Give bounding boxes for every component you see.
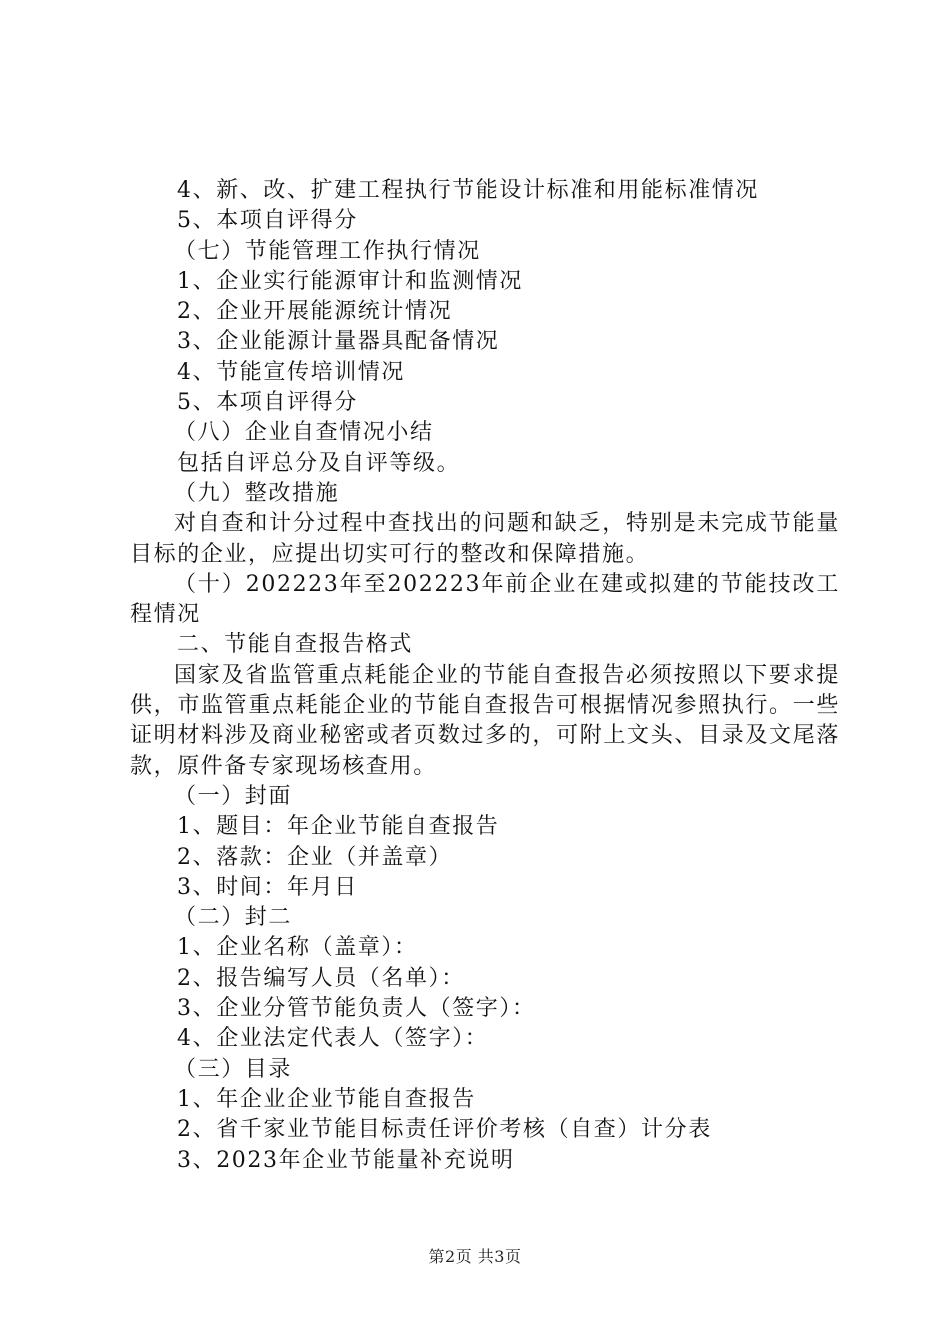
document-line: 1、企业名称（盖章）： <box>177 935 418 961</box>
document-line: 2、报告编写人员（名单）： <box>177 965 465 991</box>
section-lines-part1 <box>130 176 840 509</box>
document-line: 3、2023年企业节能量补充说明 <box>177 1147 515 1173</box>
paragraph-energy-projects: （十）202223年至202223年前企业在建或拟建的节能技改工程情况 <box>130 571 840 628</box>
page-footer: 第2页 共3页 <box>428 1247 522 1266</box>
document-line: 2、企业开展能源统计情况 <box>177 299 453 325</box>
document-line: 2、省千家业节能目标责任评价考核（自查）计分表 <box>177 1117 712 1143</box>
document-line: （七）节能管理工作执行情况 <box>174 238 481 264</box>
document-line: 5、本项自评得分 <box>177 208 358 234</box>
document-line: 包括自评总分及自评等级。 <box>177 450 461 476</box>
document-line: 4、企业法定代表人（签字）： <box>177 1026 489 1052</box>
document-line: 2、落款：企业（并盖章） <box>177 844 453 870</box>
paragraph-rectification: 对自查和计分过程中查找出的问题和缺乏，特别是未完成节能量目标的企业，应提出切实可行的整改和保障措施。 <box>130 511 840 567</box>
document-line: （二）封二 <box>174 905 293 931</box>
document-line: 5、本项自评得分 <box>177 390 358 416</box>
document-line: 4、节能宣传培训情况 <box>177 359 405 385</box>
document-line: 3、企业分管节能负责人（签字）： <box>177 996 536 1022</box>
paragraph-report-format: 国家及省监管重点耗能企业的节能自查报告必须按照以下要求提供，市监管重点耗能企业的节能自查报告可根据情况参照执行。一些证明材料涉及商业秘密或者页数过多的，可附上文头、目录及文尾落款，原件备专家现场核查用。 <box>130 662 840 779</box>
document-line: 1、企业实行能源审计和监测情况 <box>177 268 523 294</box>
document-line: 4、新、改、扩建工程执行节能设计标准和用能标准情况 <box>177 178 759 203</box>
document-line: （八）企业自查情况小结 <box>174 420 434 446</box>
document-line: （三）目录 <box>174 1056 293 1082</box>
document-line: 3、时间：年月日 <box>177 874 358 900</box>
document-line: 1、年企业企业节能自查报告 <box>177 1086 476 1112</box>
section-lines-part2 <box>130 782 840 1176</box>
document-line: 3、企业能源计量器具配备情况 <box>177 329 500 355</box>
heading-report-format: 二、节能自查报告格式 <box>177 632 414 658</box>
document-line: （九）整改措施 <box>174 480 340 506</box>
document-line: （一）封面 <box>174 783 293 809</box>
document-body <box>130 176 840 1176</box>
document-line: 1、题目：年企业节能自查报告 <box>177 814 500 840</box>
